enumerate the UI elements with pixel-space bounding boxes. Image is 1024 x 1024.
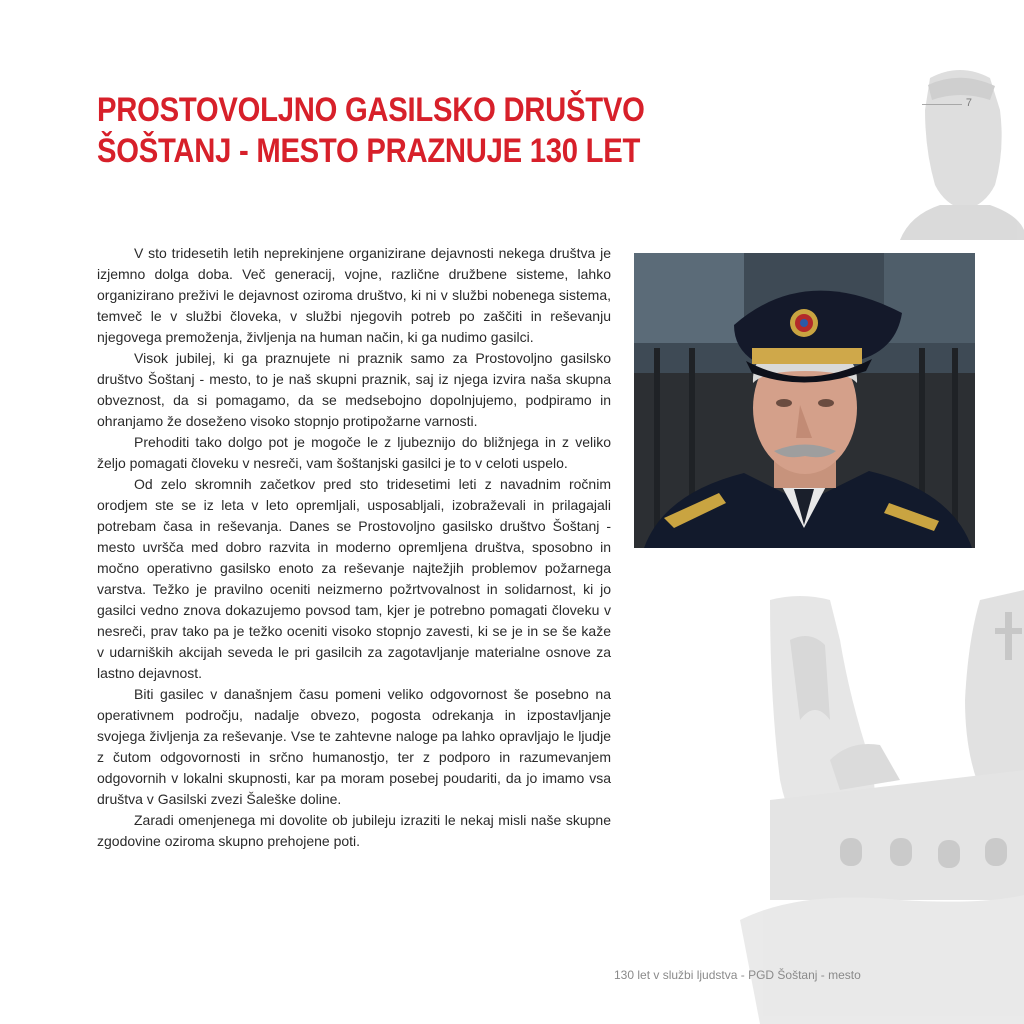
paragraph-2: Visok jubilej, ki ga praznujete ni praznik samo za Prostovoljno gasilsko društvo Šoštanj - mesto, to je naš skupni praznik, saj iz njega izvira naša skupna obveznost, da si pomagamo, da se medsebojno dopolnjujemo, podpiramo in ohranjamo že doseženo visoko stopnjo protipožarne varnosti.: [97, 350, 611, 429]
page-title-line-1: PROSTOVOLJNO GASILSKO DRUŠTVO: [97, 91, 645, 129]
article-body: [97, 243, 611, 852]
portrait-photo: [634, 253, 975, 548]
page-footer: 130 let v službi ljudstva - PGD Šoštanj - mesto: [614, 968, 861, 982]
paragraph-5: Biti gasilec v današnjem času pomeni veliko odgovornost še posebno na operativnem področju, nadalje obvezo, pogosta odrekanja in izpostavljanje svojega življenja za reševanje. Vse te zahtevne naloge pa lahko opravljajo le ljudje z čutom odgovornosti in srčno humanostjo, ter z podporo in razumevanjem odgovornih v lokalni skupnosti, kar pa moram posebej poudariti, da jo imamo vsa društva v Gasilski zvezi Šaleške doline.: [97, 686, 611, 807]
paragraph-1: V sto tridesetih letih neprekinjene organizirane dejavnosti nekega društva je izjemno dolga doba. Več generacij, vojne, različne družbene sisteme, lahko organizirano preživi le dejavnost oziroma društvo, ki ni v službi nobenega sistema, temveč le v službi človeka, v službi njegovih potreb po zaščiti in reševanju njegovega premoženja, življenja na human način, ki ga nudimo gasilci.: [97, 245, 611, 345]
page-title-line-2: ŠOŠTANJ - MESTO PRAZNUJE 130 LET: [97, 132, 641, 170]
page-title: [97, 90, 751, 172]
paragraph-4: Od zelo skromnih začetkov pred sto tridesetimi leti z navadnim ročnim orodjem ste se iz leta v leto opremljali, usposabljali, izobraževali in prilagajali potrebam časa in reševanja. Danes se Prostovoljno gasilsko društvo Šoštanj - mesto uvršča med dobro razvita in moderno opremljena društva, sposobno in močno operativno gasilsko enoto za reševanje najtežjih problemov požarnega varstva. Težko je pravilno oceniti neizmerno požrtvovalnost in solidarnost, ki jo gasilci vedno znova dokazujemo povsod tam, kjer je potrebno pomagati človeku v nesreči, prav tako pa je težko oceniti visoko stopnjo zavesti, ki se je in se še kaže v udarniških akcijah seveda le pri gasilcih za zagotavljanje materialne osnove za lastno dejavnost.: [97, 476, 611, 681]
paragraph-6: Zaradi omenjenega mi dovolite ob jubileju izraziti le nekaj misli naše skupne zgodovine oziroma skupno prehojene poti.: [97, 812, 611, 849]
paragraph-3: Prehoditi tako dolgo pot je mogoče le z ljubeznijo do bližnjega in z veliko željo pomagati človeku v nesreči, vam šoštanjski gasilci je to v celoti uspelo.: [97, 434, 611, 471]
page-number-rule: [922, 104, 962, 105]
page-number: 7: [965, 97, 972, 109]
